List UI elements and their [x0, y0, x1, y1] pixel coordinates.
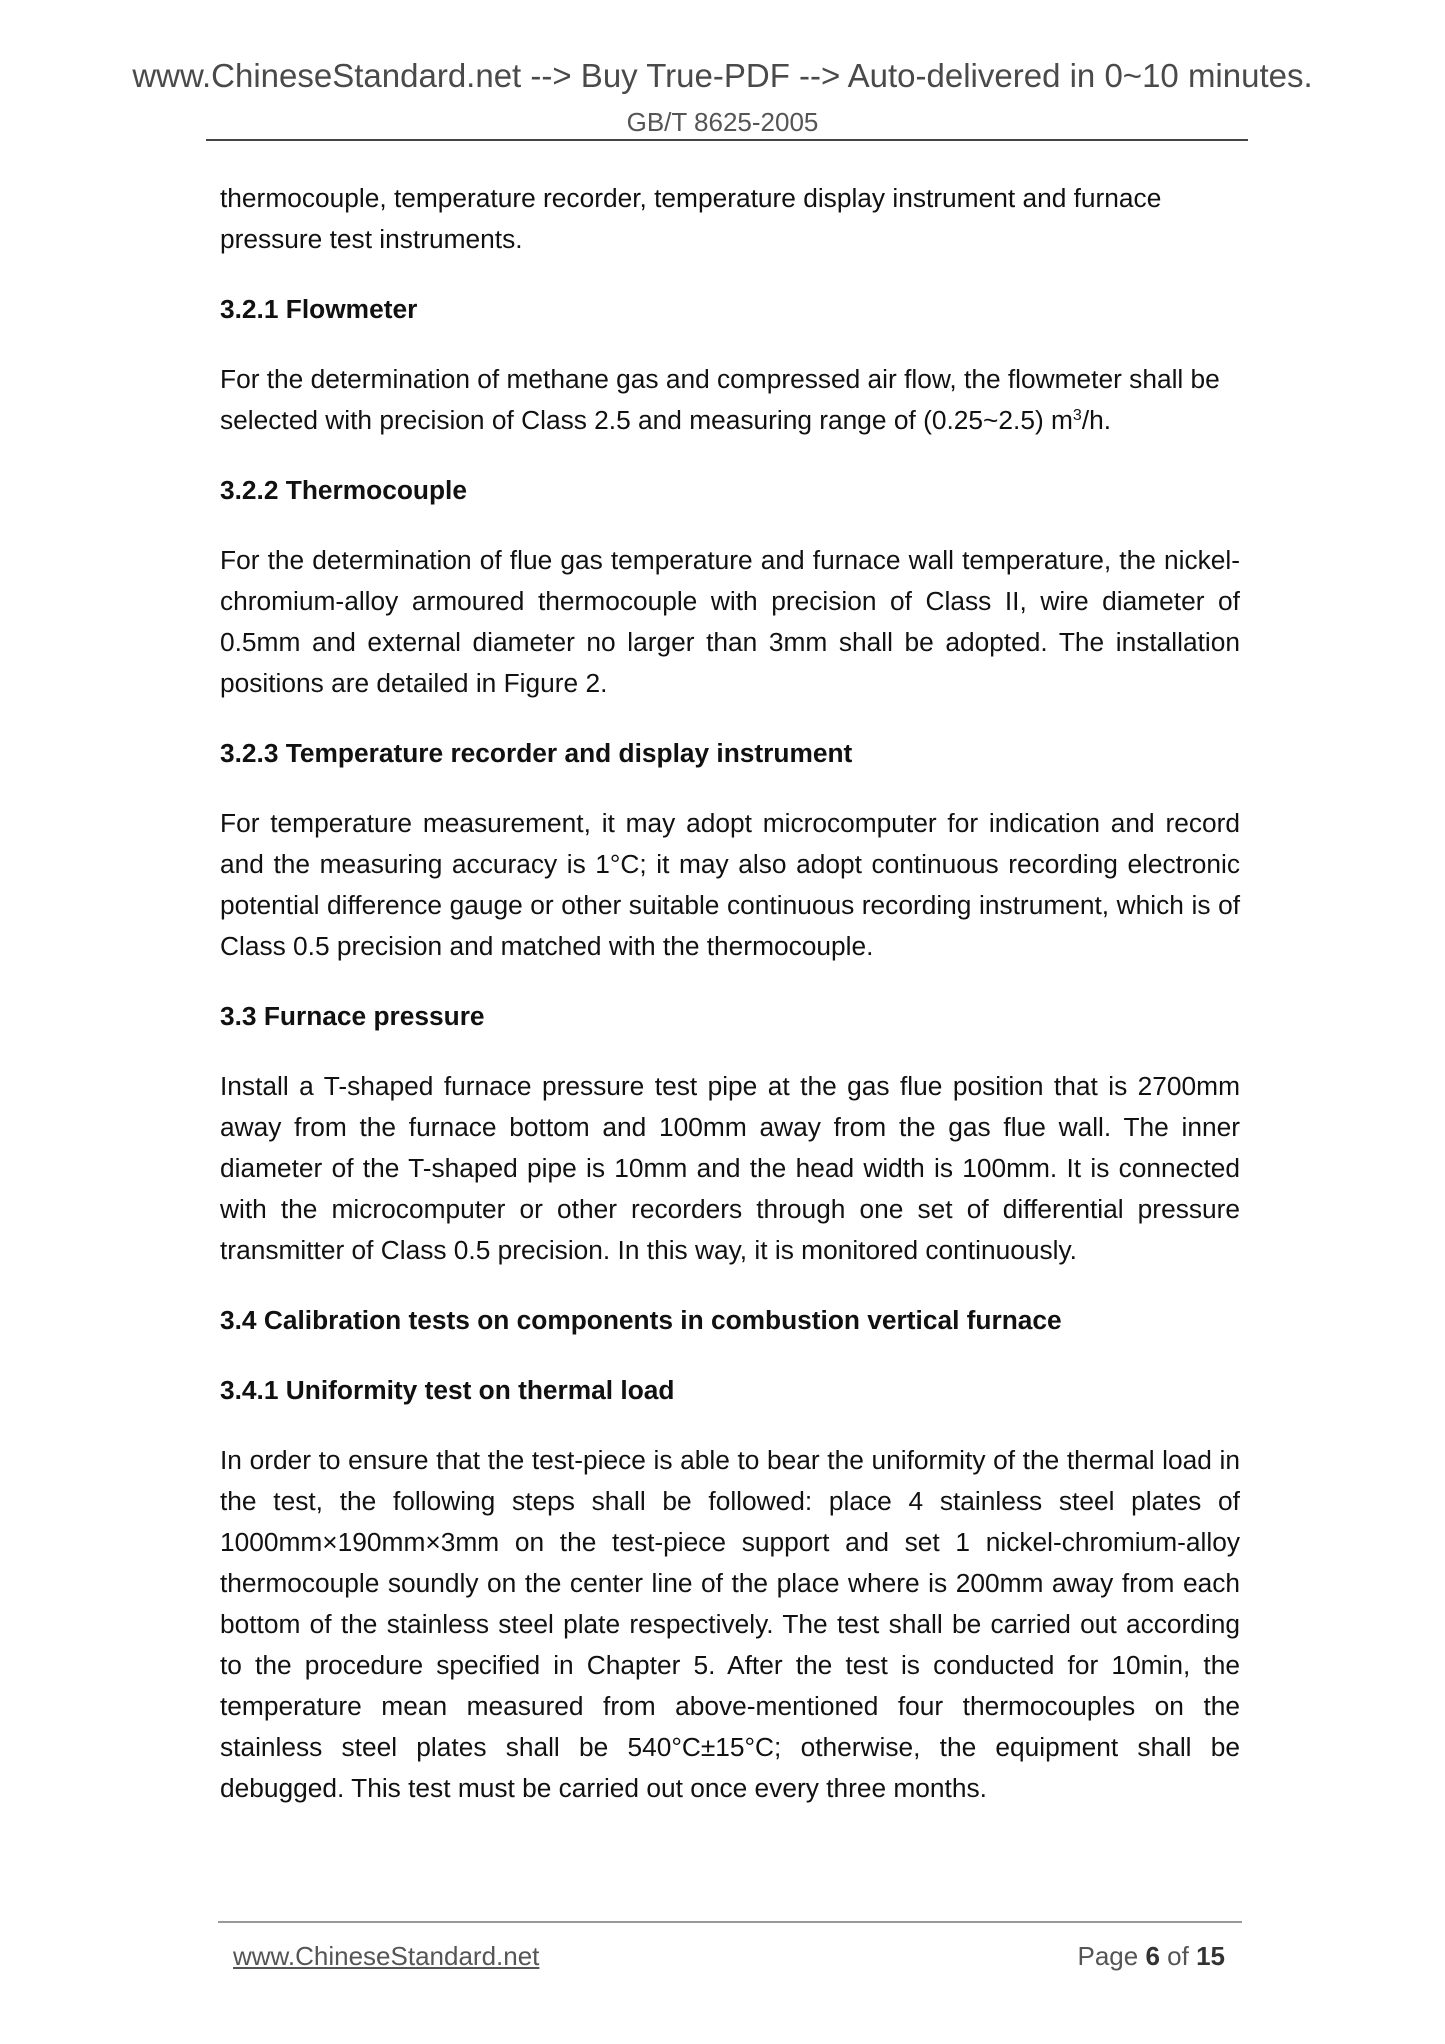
text-line: of Class 0.5 precision and matched with the thermocouple. [220, 890, 1241, 961]
superscript: 3 [1072, 407, 1082, 424]
header-banner[interactable]: www.ChineseStandard.net --> Buy True-PDF --> Auto-delivered in 0~10 minutes. [132, 57, 1313, 94]
text-line: and the measuring accuracy is 1°C; it may also adopt continuous recording electronic [220, 849, 1240, 879]
page-current: 6 [1145, 1941, 1160, 1971]
document-id: GB/T 8625-2005 [626, 107, 819, 137]
section-heading-3-4-1: 3.4.1 Uniformity test on thermal load [220, 1375, 675, 1405]
page-of: of [1167, 1941, 1189, 1971]
paragraph-furnace-pressure [220, 1066, 1240, 1271]
text-line: thermocouple, temperature recorder, temperature display instrument and furnace [220, 183, 1162, 213]
page-content [220, 178, 1240, 1809]
text-line: nickel-chromium-alloy armoured thermocouple with precision of Class II, wire [220, 545, 1240, 616]
section-heading-3-3: 3.3 Furnace pressure [220, 1001, 485, 1031]
text-line: temperature mean measured from above-mentioned four thermocouples on the [220, 1691, 1240, 1721]
text-line: For the determination of flue gas temperature and furnace wall temperature, the [220, 545, 1156, 575]
text-line: diameter of the T-shaped pipe is 10mm and the head width is 100mm. It is connected [220, 1153, 1240, 1183]
section-heading-3-4: 3.4 Calibration tests on components in combustion vertical furnace [220, 1305, 1062, 1335]
text-line: bottom of the stainless steel plate respectively. The test shall be carried out according [220, 1609, 1240, 1639]
text-line: Install a T-shaped furnace pressure test pipe at the gas flue position that is 2700mm [220, 1071, 1240, 1101]
text-line: to the procedure specified in Chapter 5. After the test is conducted for 10min, the [220, 1650, 1240, 1680]
text-line: thermocouple soundly on the center line of the place where is 200mm away from each [220, 1568, 1240, 1598]
text-line: with the microcomputer or other recorders through one set of differential pressure [220, 1194, 1240, 1224]
page-total: 15 [1196, 1941, 1225, 1971]
text-line: selected with precision of Class 2.5 and measuring range of (0.25~2.5) m [220, 405, 1073, 435]
text-line: away from the furnace bottom and 100mm away from the gas flue wall. The inner [220, 1112, 1240, 1142]
section-heading-3-2-1: 3.2.1 Flowmeter [220, 294, 418, 324]
text-line: potential difference gauge or other suitable continuous recording instrument, which is [220, 890, 1211, 920]
text-line: pressure test instruments. [220, 224, 523, 254]
text-line: in the test, the following steps shall be followed: place 4 stainless steel plates of [220, 1445, 1241, 1516]
text-line: 1000mm×190mm×3mm on the test-piece support and set 1 nickel-chromium-alloy [220, 1527, 1240, 1557]
footer-divider [218, 1921, 1242, 1923]
text-line: diameter of 0.5mm and external diameter no larger than 3mm shall be adopted. The [220, 586, 1240, 657]
footer-website-link[interactable]: www.ChineseStandard.net [233, 1941, 540, 1971]
paragraph-temperature-recorder [220, 803, 1240, 967]
text-line: For temperature measurement, it may adopt microcomputer for indication and record [220, 808, 1240, 838]
paragraph-uniformity-test [220, 1440, 1240, 1809]
paragraph-flowmeter [220, 359, 1240, 441]
section-heading-3-2-2: 3.2.2 Thermocouple [220, 475, 467, 505]
text-line: stainless steel plates shall be 540°C±15°C; otherwise, the equipment shall be [220, 1732, 1240, 1762]
text-line: installation positions are detailed in Figure 2. [220, 627, 1241, 698]
page-number [1077, 1940, 1225, 1972]
text-line: transmitter of Class 0.5 precision. In this way, it is monitored continuously. [220, 1235, 1077, 1265]
text-line: For the determination of methane gas and compressed air flow, the flowmeter shall be [220, 364, 1220, 394]
section-heading-3-2-3: 3.2.3 Temperature recorder and display instrument [220, 738, 853, 768]
header-divider [206, 139, 1248, 141]
paragraph-thermocouple [220, 540, 1240, 704]
intro-paragraph [220, 178, 1240, 260]
text-line: In order to ensure that the test-piece is able to bear the uniformity of the thermal load [220, 1445, 1212, 1475]
page-label: Page [1077, 1941, 1139, 1971]
text-line: /h. [1081, 405, 1112, 435]
text-line: debugged. This test must be carried out once every three months. [220, 1773, 987, 1803]
